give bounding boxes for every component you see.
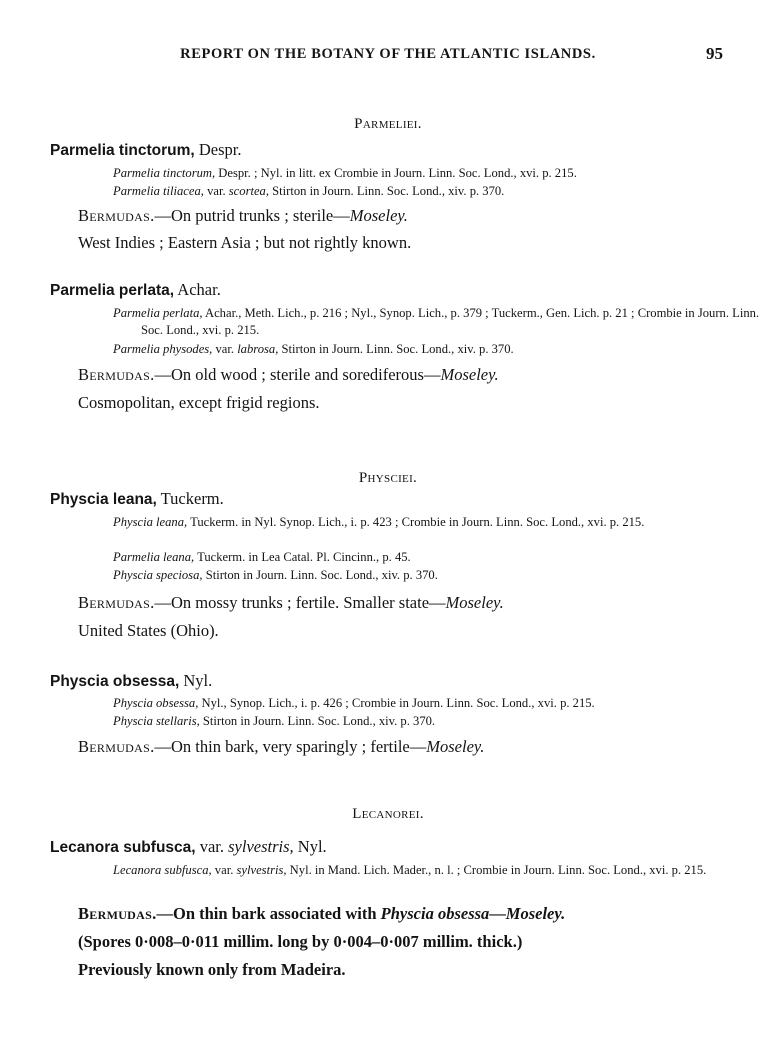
locality-line: Bermudas.—On old wood ; sterile and sorediferous—Moseley.: [78, 365, 499, 384]
synonym-line: Parmelia perlata, Achar., Meth. Lich., p. 216 ; Nyl., Synop. Lich., p. 379 ; Tuckerm., Gen. Lich. p. 21 ; Crombie in Journ. Linn. Soc. Lond., xvi. p. 215.: [113, 306, 760, 337]
spore-note: (Spores 0·008–0·011 millim. long by 0·004–0·007 millim. thick.): [78, 932, 523, 951]
page-number: 95: [706, 44, 723, 63]
species-heading: Lecanora subfusca, var. sylvestris, Nyl.: [50, 837, 327, 856]
locality-line: Bermudas.—On thin bark, very sparingly ; fertile—Moseley.: [78, 737, 485, 756]
locality-line: Bermudas.—On thin bark associated with Physcia obsessa—Moseley.: [78, 904, 566, 923]
species-heading: Parmelia tinctorum, Despr.: [50, 140, 242, 159]
species-heading: Physcia leana, Tuckerm.: [50, 489, 224, 508]
synonym-line: Parmelia physodes, var. labrosa, Stirton in Journ. Linn. Soc. Lond., xiv. p. 370.: [113, 342, 514, 356]
locality-line: Bermudas.—On putrid trunks ; sterile—Moseley.: [78, 206, 408, 225]
section-heading-physciei: Physciei.: [358, 470, 418, 486]
synonym-line: Physcia obsessa, Nyl., Synop. Lich., i. p. 426 ; Crombie in Journ. Linn. Soc. Lond., xvi. p. 215.: [113, 696, 595, 710]
distribution-note: West Indies ; Eastern Asia ; but not rightly known.: [78, 233, 412, 252]
synonym-line: Physcia leana, Tuckerm. in Nyl. Synop. Lich., i. p. 423 ; Crombie in Journ. Linn. Soc. Lond., xvi. p. 215.: [113, 515, 645, 529]
section-heading-parmeliei: Parmeliei.: [354, 116, 422, 132]
species-heading: Parmelia perlata, Achar.: [50, 280, 221, 299]
synonym-line: Parmelia tiliacea, var. scortea, Stirton in Journ. Linn. Soc. Lond., xiv. p. 370.: [113, 184, 505, 198]
running-header: REPORT ON THE BOTANY OF THE ATLANTIC ISLANDS.: [180, 46, 596, 62]
section-heading-lecanorei: Lecanorei.: [352, 806, 424, 822]
distribution-note: United States (Ohio).: [78, 621, 219, 640]
distribution-note: Previously known only from Madeira.: [78, 960, 346, 979]
locality-line: Bermudas.—On mossy trunks ; fertile. Smaller state—Moseley.: [78, 593, 504, 612]
species-heading: Physcia obsessa, Nyl.: [50, 671, 213, 690]
synonym-line: Parmelia leana, Tuckerm. in Lea Catal. Pl. Cincinn., p. 45.: [113, 550, 411, 564]
synonym-line: Lecanora subfusca, var. sylvestris, Nyl. in Mand. Lich. Mader., n. l. ; Crombie in Journ. Linn. Soc. Lond., xvi. p. 215.: [113, 863, 707, 877]
synonym-line: Physcia speciosa, Stirton in Journ. Linn. Soc. Lond., xiv. p. 370.: [113, 568, 438, 582]
synonym-line: Parmelia tinctorum, Despr. ; Nyl. in litt. ex Crombie in Journ. Linn. Soc. Lond., xvi. p. 215.: [113, 166, 577, 180]
distribution-note: Cosmopolitan, except frigid regions.: [78, 393, 320, 412]
synonym-line: Physcia stellaris, Stirton in Journ. Linn. Soc. Lond., xiv. p. 370.: [113, 714, 436, 728]
